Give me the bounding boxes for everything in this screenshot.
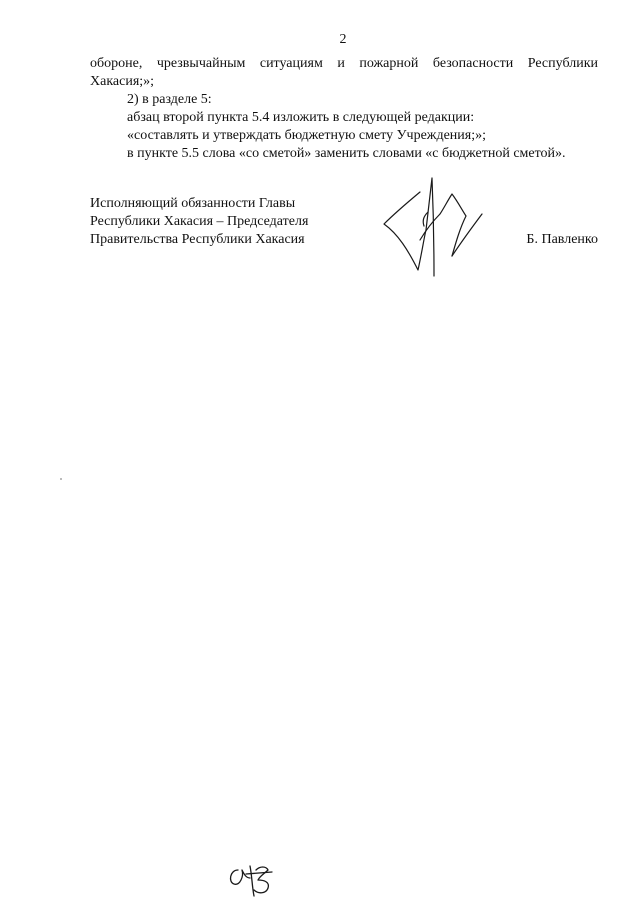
signer-name: Б. Павленко — [526, 232, 598, 247]
body-line-6: в пункте 5.5 слова «со сметой» заменить словами «с бюджетной сметой». — [127, 146, 566, 161]
body-line-5: «составлять и утверждать бюджетную смету Учреждения;»; — [127, 128, 487, 143]
signature-stroke — [452, 214, 482, 256]
body-line-3: 2) в разделе 5: — [127, 92, 212, 107]
signature-stroke — [426, 178, 434, 276]
handwritten-signature — [378, 172, 490, 280]
body-line-4: абзац второй пункта 5.4 изложить в следующей редакции: — [127, 110, 475, 125]
scan-speck — [60, 478, 62, 480]
body-line-2: Хакасия;»; — [90, 74, 155, 89]
initials-stroke — [231, 870, 250, 884]
signer-title-line-1: Исполняющий обязанности Главы — [90, 196, 296, 211]
initials-stroke — [246, 872, 272, 874]
handwritten-initials — [224, 858, 280, 900]
page-number: 2 — [339, 32, 347, 47]
signer-title-line-3: Правительства Республики Хакасия — [90, 232, 305, 247]
signature-stroke — [384, 192, 426, 270]
initials-stroke — [250, 866, 254, 896]
body-line-1: обороне, чрезвычайным ситуациям и пожарной безопасности Республики — [90, 56, 598, 71]
signer-title-line-2: Республики Хакасия – Председателя — [90, 214, 309, 229]
initials-stroke — [254, 867, 268, 893]
